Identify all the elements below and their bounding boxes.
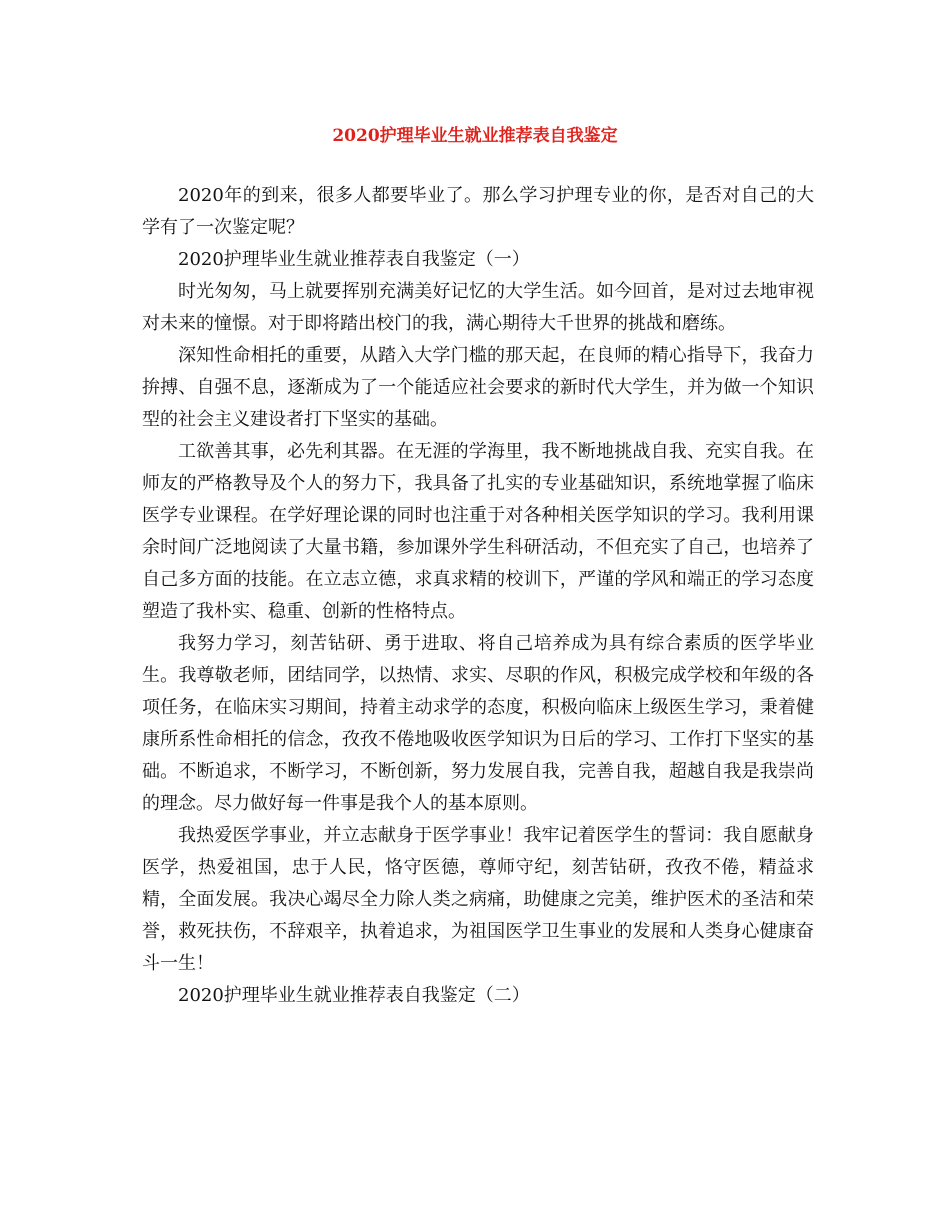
body-paragraph: 我努力学习，刻苦钻研、勇于进取、将自己培养成为具有综合素质的医学毕业生。我尊敬老师，团结同学，以热情、求实、尽职的作风，积极完成学校和年级的各项任务，在临床实习期间，持着主动求学的态度，积极向临床上级医生学习，秉着健康所系性命相托的信念，孜孜不倦地吸收医学知识为日后的学习、工作打下坚实的基础。不断追求，不断学习，不断创新，努力发展自我，完善自我，超越自我是我崇尚的理念。尽力做好每一件事是我个人的基本原则。 (142, 633, 814, 814)
body-paragraph: 我热爱医学事业，并立志献身于医学事业！我牢记着医学生的誓词：我自愿献身医学，热爱祖国，忠于人民，恪守医德，尊师守纪，刻苦钻研，孜孜不倦，精益求精，全面发展。我决心竭尽全力除人类之病痛，助健康之完美，维护医术的圣洁和荣誉，救死扶伤，不辞艰辛，执着追求，为祖国医学卫生事业的发展和人类身心健康奋斗一生！ (142, 825, 814, 974)
section-heading-one: 2020护理毕业生就业推荐表自我鉴定（一） (178, 249, 530, 270)
intro-paragraph: 2020年的到来，很多人都要毕业了。那么学习护理专业的你，是否对自己的大学有了一次鉴定呢？ (142, 185, 814, 238)
section-heading-two: 2020护理毕业生就业推荐表自我鉴定（二） (178, 985, 530, 1006)
document-body (142, 180, 814, 1012)
body-paragraph: 时光匆匆，马上就要挥别充满美好记忆的大学生活。如今回首，是对过去地审视对未来的憧憬。对于即将踏出校门的我，满心期待大千世界的挑战和磨练。 (142, 281, 814, 334)
document-title: 2020护理毕业生就业推荐表自我鉴定 (332, 126, 618, 146)
body-paragraph: 工欲善其事，必先利其器。在无涯的学海里，我不断地挑战自我、充实自我。在师友的严格教导及个人的努力下，我具备了扎实的专业基础知识，系统地掌握了临床医学专业课程。在学好理论课的同时也注重于对各种相关医学知识的学习。我利用课余时间广泛地阅读了大量书籍，参加课外学生科研活动，不但充实了自己，也培养了自己多方面的技能。在立志立德，求真求精的校训下，严谨的学风和端正的学习态度塑造了我朴实、稳重、创新的性格特点。 (142, 441, 814, 622)
body-paragraph: 深知性命相托的重要，从踏入大学门槛的那天起，在良师的精心指导下，我奋力拚搏、自强不息，逐渐成为了一个能适应社会要求的新时代大学生，并为做一个知识型的社会主义建设者打下坚实的基础。 (142, 345, 814, 430)
